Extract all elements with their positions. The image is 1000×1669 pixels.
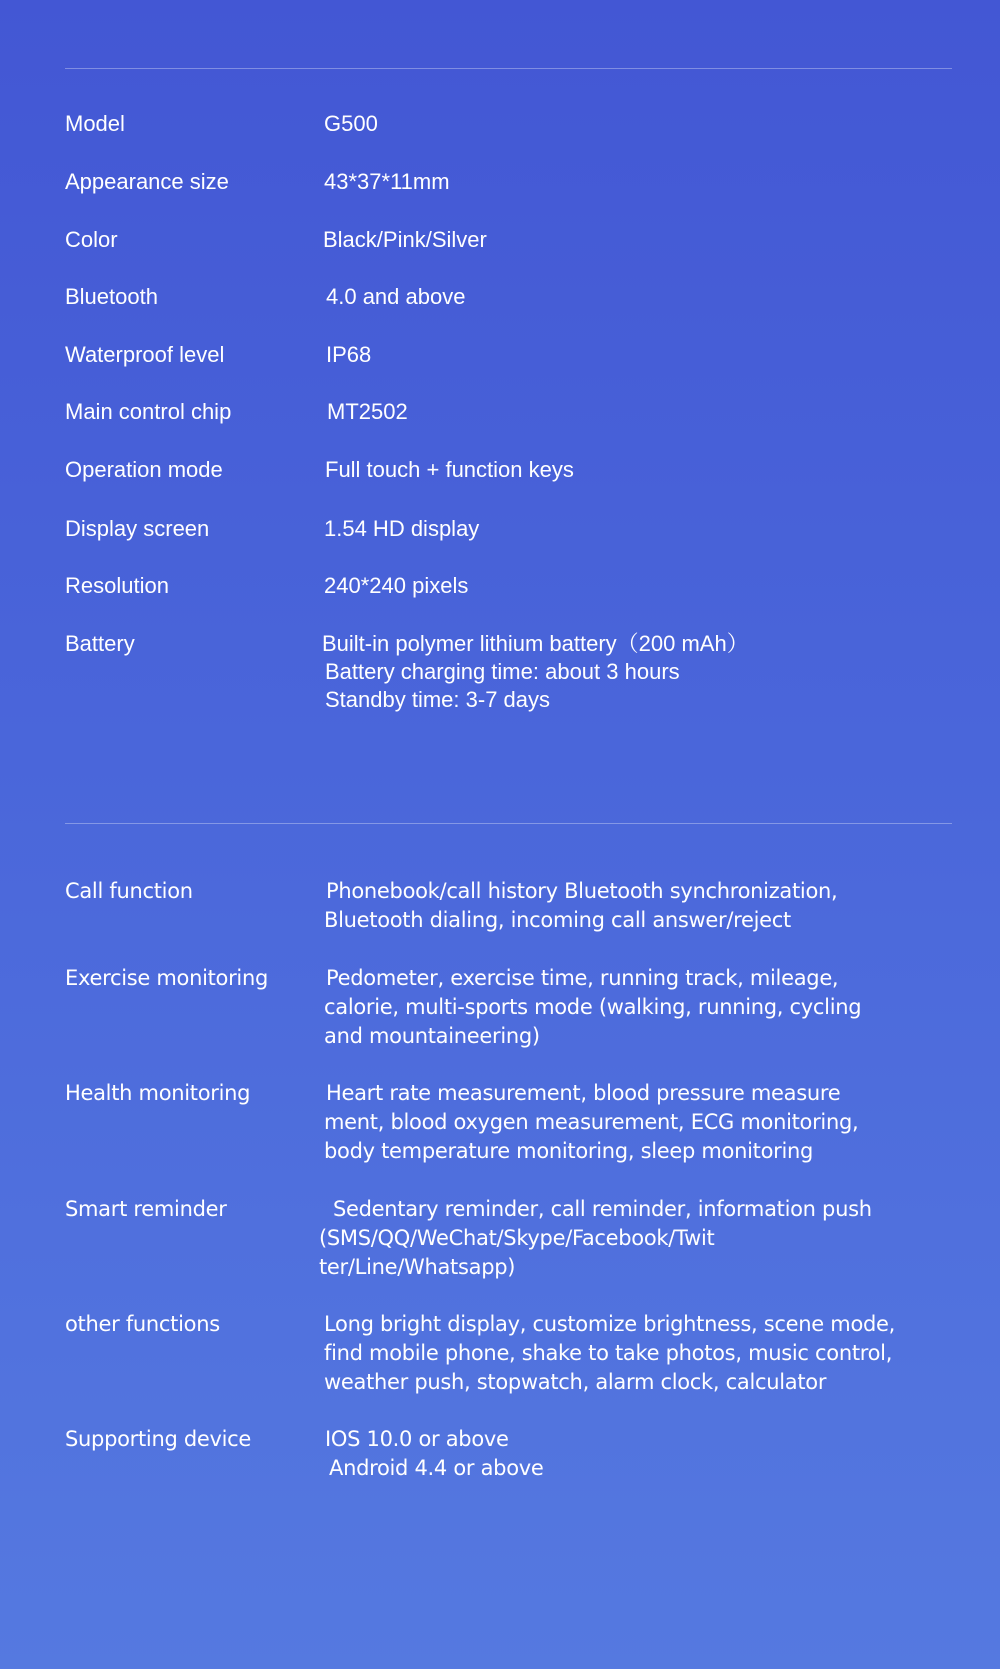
- feature-value-multiline: [324, 964, 861, 1051]
- middle-divider: [65, 823, 952, 824]
- feature-label: Exercise monitoring: [65, 966, 268, 990]
- spec-label: Bluetooth: [65, 284, 158, 309]
- feature-value-line: Heart rate measurement, blood pressure measure: [326, 1081, 841, 1105]
- spec-label: Main control chip: [65, 399, 232, 424]
- feature-label: Smart reminder: [65, 1197, 227, 1221]
- spec-value: 4.0 and above: [326, 284, 466, 309]
- feature-value-multiline: [324, 877, 837, 935]
- spec-value: 1.54 HD display: [324, 516, 480, 541]
- feature-value-line: Pedometer, exercise time, running track, mileage,: [326, 966, 839, 990]
- feature-value-line: Android 4.4 or above: [329, 1456, 544, 1480]
- feature-value-multiline: [324, 1079, 858, 1166]
- feature-value-line: find mobile phone, shake to take photos, music control,: [324, 1341, 893, 1365]
- spec-label: Color: [65, 227, 118, 252]
- feature-value-line: Long bright display, customize brightness, scene mode,: [324, 1312, 896, 1336]
- spec-value-line: Built-in polymer lithium battery（200 mAh）: [322, 631, 749, 656]
- feature-value-line: ter/Line/Whatsapp): [319, 1255, 516, 1279]
- spec-label: Operation mode: [65, 457, 223, 482]
- spec-value: IP68: [326, 342, 372, 367]
- feature-value-multiline: [324, 1310, 895, 1397]
- spec-label: Model: [65, 111, 125, 136]
- spec-label: Battery: [65, 631, 135, 656]
- spec-label: Display screen: [65, 516, 210, 541]
- feature-value-line: ment, blood oxygen measurement, ECG monitoring,: [324, 1110, 859, 1134]
- feature-label: Call function: [65, 879, 193, 903]
- spec-value-line: Standby time: 3-7 days: [325, 687, 551, 712]
- feature-value-line: Phonebook/call history Bluetooth synchronization,: [326, 879, 838, 903]
- feature-value-line: IOS 10.0 or above: [325, 1427, 509, 1451]
- feature-value-line: (SMS/QQ/WeChat/Skype/Facebook/Twit: [319, 1226, 715, 1250]
- spec-value: G500: [324, 111, 378, 136]
- spec-label: Resolution: [65, 573, 169, 598]
- spec-value-multiline: [322, 630, 749, 714]
- spec-label: Waterproof level: [65, 342, 225, 367]
- feature-value-line: calorie, multi-sports mode (walking, running, cycling: [324, 995, 862, 1019]
- feature-value-line: body temperature monitoring, sleep monitoring: [324, 1139, 814, 1163]
- feature-label: other functions: [65, 1312, 220, 1336]
- spec-value: 43*37*11mm: [324, 169, 450, 194]
- spec-value: Black/Pink/Silver: [323, 227, 487, 252]
- spec-value: Full touch + function keys: [325, 457, 574, 482]
- spec-value: 240*240 pixels: [324, 573, 469, 598]
- spec-value: MT2502: [327, 399, 408, 424]
- feature-label: Supporting device: [65, 1427, 252, 1451]
- feature-value-line: Bluetooth dialing, incoming call answer/reject: [324, 908, 791, 932]
- feature-value-line: and mountaineering): [324, 1024, 540, 1048]
- spec-value-line: Battery charging time: about 3 hours: [325, 659, 680, 684]
- feature-value-multiline: [319, 1195, 872, 1282]
- feature-value-line: weather push, stopwatch, alarm clock, calculator: [324, 1370, 827, 1394]
- feature-value-multiline: [325, 1425, 544, 1483]
- feature-label: Health monitoring: [65, 1081, 251, 1105]
- feature-value-line: Sedentary reminder, call reminder, information push: [333, 1197, 872, 1221]
- top-divider: [65, 68, 952, 69]
- spec-label: Appearance size: [65, 169, 229, 194]
